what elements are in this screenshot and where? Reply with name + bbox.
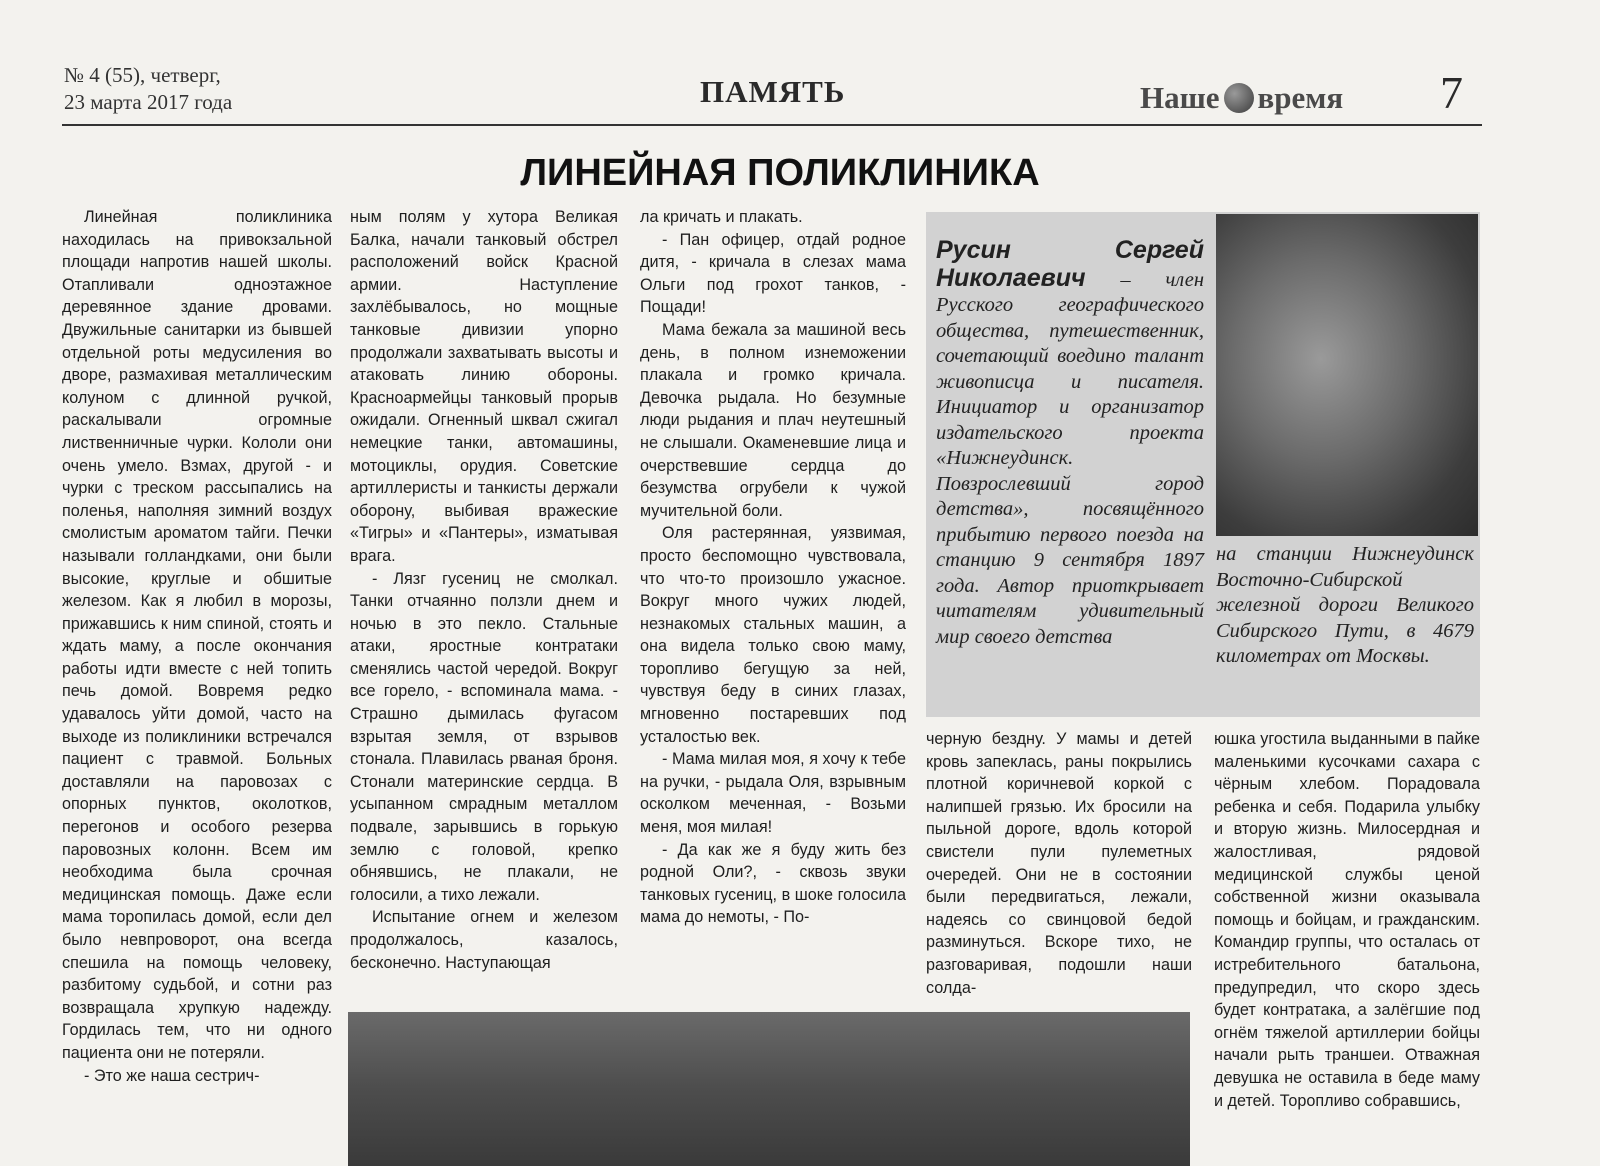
paragraph: юшка угостила выданными в пайке маленькими кусочками сахара с чёрным хлебом. Порадовала ребенка и себя. Подарила улыбку и вторую жизнь. Милосердная и жалостливая, рядовой медицинской службы ценой собственной жизни оказывала помощь и бойцам, и гражданским. Командир группы, что осталась от истребительного батальона, предупредил, что скоро здесь будет контратака, а залёгшие под огнём тяжелой артиллерии бойцы начали рыть траншеи. Отважная девушка не оставила в беде маму и детей. Торопливо собравшись, — [1214, 730, 1480, 1110]
author-name: Русин Сергей Николаевич — [936, 236, 1204, 292]
article-headline: ЛИНЕЙНАЯ ПОЛИКЛИНИКА — [520, 152, 1040, 194]
text-column-2 — [350, 206, 618, 996]
text-column-3 — [640, 206, 906, 996]
paragraph: - Пан офицер, отдай родное дитя, - кричала в слезах мама Ольги под грохот танков, - Пощади! — [640, 230, 906, 317]
issue-number: № 4 (55), четверг, — [64, 63, 221, 87]
globe-icon — [1224, 83, 1254, 113]
paragraph: - Это же наша сестрич- — [84, 1066, 260, 1085]
photo-caption: на станции Нижнеудинск Восточно-Сибирской железной дороги Великого Сибирского Пути, в 4679 километрах от Москвы. — [1216, 543, 1474, 667]
page-number: 7 — [1440, 67, 1463, 118]
paragraph: Испытание огнем и железом продолжалось, казалось, бесконечно. Наступающая — [350, 908, 618, 972]
issue-date: 23 марта 2017 года — [64, 90, 233, 114]
paragraph: черную бездну. У мамы и детей кровь запеклась, раны покрылись плотной коричневой коркой с налипшей грязью. Их бросили на пыльной дороге, вдоль которой свистели пули пулеметных очередей. Они не в состоянии были передвигаться, лежали, надеясь со свинцовой бедой разминуться. Вскоре тихо, не разговаривая, подошли наши солда- — [926, 730, 1192, 996]
newspaper-logo — [1140, 78, 1343, 118]
paragraph: ным полям у хутора Великая Балка, начали танковый обстрел расположений войск Красной армии. Наступление захлёбывалось, но мощные танковые дивизии упорно продолжали захватывать высоты и атаковать линию обороны. Красноармейцы танковый прорыв ожидали. Огненный шквал сжигал немецкие танки, автомашины, мотоциклы, орудия. Советские артиллеристы и танкисты держали оборону, выбивая вражеские «Тигры» и «Пантеры», изматывая врага. — [350, 208, 618, 565]
text-column-5 — [1214, 728, 1480, 1158]
author-bio-text: – член Русского географического общества, путешественник, сочетающий воедино талант живописца и писателя. Инициатор и организатор издательского проекта «Нижнеудинск. Повзрослевший город детства», посвящённого прибытию первого поезда на станцию 9 сентября 1897 года. Автор приоткрывает читателям удивительный мир своего детства — [936, 268, 1204, 648]
paragraph: Оля растерянная, уязвимая, просто беспомощно чувствовала, что что-то произошло ужасное. Вокруг много чужих людей, незнакомых стальных машин, а она видела только свою маму, торопливо бегущую за ней, чувствуя беду в синих глазах, мгновенно постаревших под усталостью век. — [640, 524, 906, 746]
text-column-4 — [926, 728, 1192, 996]
author-bio — [936, 238, 1204, 650]
paragraph: Линейная поликлиника находилась на привокзальной площади напротив нашей школы. Отапливали одноэтажное деревянное здание дровами. Двужильные санитарки из бывшей отдельной роты медусиления во дворе, размахивая металлическим колуном с длинной ручкой, раскалывали огромные лиственничные чурки. Кололи они очень умело. Взмах, другой - и чурки с треском рассыпались на поленья, наполняя зимний воздух смолистым ароматом тайги. Печки называли голландками, они были высокие, круглые и обшитые железом. Как я любил в морозы, прижавшись к ним спиной, стоять и ждать маму, а после окончания работы идти вместе с ней топить печь домой. Вовремя редко удавалось уйти домой, часто на выходе из поликлиники встречался пациент с травмой. Больных доставляли на паровозах с опорных пунктов, околотков, перегонов и особого резерва паровозных колонн. Всем им необходима была срочная медицинская помощь. Даже если мама торопилась домой, если дел было невпроворот, она всегда спешила на помощь человеку, разбитому судьбой, и сотни раз возвращала хрупкую надежду. Гордилась тем, что ни одного пациента они не потеряли. — [62, 208, 332, 1062]
logo-word-right: время — [1257, 80, 1344, 115]
paragraph: Мама бежала за машиной весь день, в полном изнеможении плакала и громко кричала. Девочка рыдала. Но безумные люди рыдания и плач неутешный не слышали. Окаменевшие лица и очерствевшие сердца до безумства огрубели к чужой мучительной боли. — [640, 320, 906, 520]
section-title: ПАМЯТЬ — [700, 74, 846, 109]
archive-photo — [348, 1012, 1190, 1166]
text-column-1 — [62, 206, 332, 1156]
author-portrait-image — [1216, 214, 1478, 536]
paragraph: - Мама милая моя, я хочу к тебе на ручки, - рыдала Оля, взрывным осколком меченная, - Возьми меня, моя милая! — [640, 750, 906, 837]
header-divider — [62, 124, 1482, 126]
issue-info — [64, 62, 324, 116]
paragraph: - Да как же я буду жить без родной Оли?, - сквозь звуки танковых гусениц, в шоке голосила мама до немоты, - По- — [640, 840, 906, 927]
logo-word-left: Наше — [1140, 80, 1220, 115]
paragraph: - Лязг гусениц не смолкал. Танки отчаянно ползли днем и ночью в это пекло. Стальные атаки, яростные контратаки сменялись частой чередой. Вокруг все горело, - вспоминала мама. - Страшно дымилась фугасом взрытая земля, от взрывов стонала. Плавилась рваная броня. Стонали материнские сердца. В усыпанном смрадным металлом подвале, зарывшись в горькую землю с головой, крепко обнявшись, не плакали, не голосили, а тихо лежали. — [350, 569, 618, 904]
paragraph: ла кричать и плакать. — [640, 208, 803, 226]
